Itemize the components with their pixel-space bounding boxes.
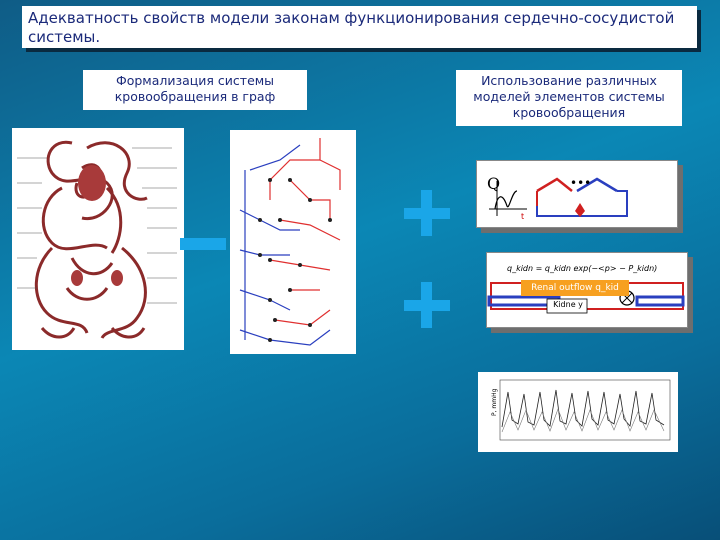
anatomy-diagram bbox=[12, 128, 184, 350]
dots: ••• bbox=[570, 176, 592, 190]
signal-plot bbox=[478, 372, 678, 452]
pressure-waveform-image bbox=[478, 372, 678, 452]
t-symbol: t bbox=[521, 212, 525, 221]
heart-model-image bbox=[477, 161, 677, 227]
slide-title: Адекватность свойств модели законам функционирования сердечно-сосудистой системы. bbox=[22, 6, 697, 48]
plus-sign-2-v bbox=[421, 282, 432, 328]
kidney-formula: q_kidn = q_kidn exp(−<p> − P_kidn) bbox=[507, 264, 658, 273]
left-caption: Формализация системы кровообращения в граф bbox=[83, 70, 307, 110]
circulation-graph bbox=[230, 130, 356, 354]
model-element-1 bbox=[476, 160, 678, 228]
svg-text:P, mmHg: P, mmHg bbox=[491, 388, 498, 416]
model-element-2 bbox=[486, 252, 688, 328]
plus-sign-1-v bbox=[421, 190, 432, 236]
renal-outflow-badge: Renal outflow q_kid bbox=[521, 280, 629, 296]
kidney-box-label: Kidne y bbox=[553, 300, 583, 309]
circulatory-anatomy-image bbox=[12, 128, 184, 350]
graph-network-image bbox=[230, 130, 356, 354]
minus-sign bbox=[180, 238, 226, 250]
right-caption: Использование различных моделей элементов системы кровообращения bbox=[456, 70, 682, 126]
q-symbol: Q bbox=[487, 174, 501, 193]
